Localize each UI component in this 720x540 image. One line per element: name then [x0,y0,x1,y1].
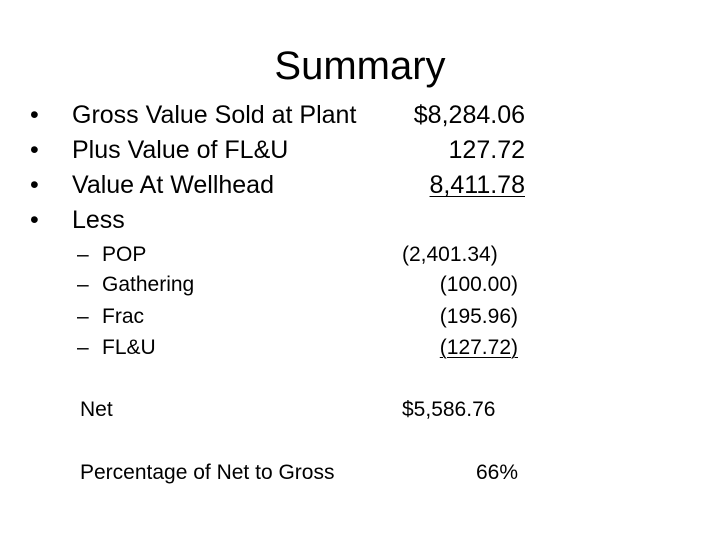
gathering-label: Gathering [102,273,195,296]
net-label: Net [80,398,113,421]
frac-amount: (195.96) [439,305,518,328]
flu-deduction-label: FL&U [102,336,156,359]
less-label: Less [72,206,125,234]
wellhead-value-label: Value At Wellhead [72,171,274,199]
frac-label: Frac [102,305,144,328]
bullet-marker: • [30,206,39,234]
bullet-row-wellhead-value [0,168,720,202]
pop-label: POP [102,243,147,266]
gross-value-label: Gross Value Sold at Plant [72,101,357,129]
plus-flu-amount: 127.72 [448,136,525,164]
deduction-row-flu [0,333,720,363]
deduction-row-pop [0,240,720,270]
percentage-label: Percentage of Net to Gross [80,461,335,484]
wellhead-value-amount: 8,411.78 [429,171,525,199]
dash-marker: – [77,305,89,328]
pop-amount: (2,401.34) [402,243,498,266]
bullet-marker: • [30,136,39,164]
net-row [0,395,720,425]
bullet-row-gross-value [0,98,720,132]
bullet-row-less [0,203,720,237]
plus-flu-label: Plus Value of FL&U [72,136,289,164]
dash-marker: – [77,273,89,296]
slide-title: Summary [274,44,446,88]
percentage-value: 66% [476,461,519,484]
deduction-row-frac [0,302,720,332]
percentage-row [0,458,720,488]
gross-value-amount: $8,284.06 [413,101,525,129]
flu-deduction-amount: (127.72) [439,336,518,359]
bullet-marker: • [30,171,39,199]
bullet-marker: • [30,101,39,129]
gathering-amount: (100.00) [439,273,518,296]
dash-marker: – [77,243,89,266]
net-amount: $5,586.76 [402,398,496,421]
dash-marker: – [77,336,89,359]
deduction-row-gathering [0,270,720,300]
bullet-row-plus-flu [0,133,720,167]
